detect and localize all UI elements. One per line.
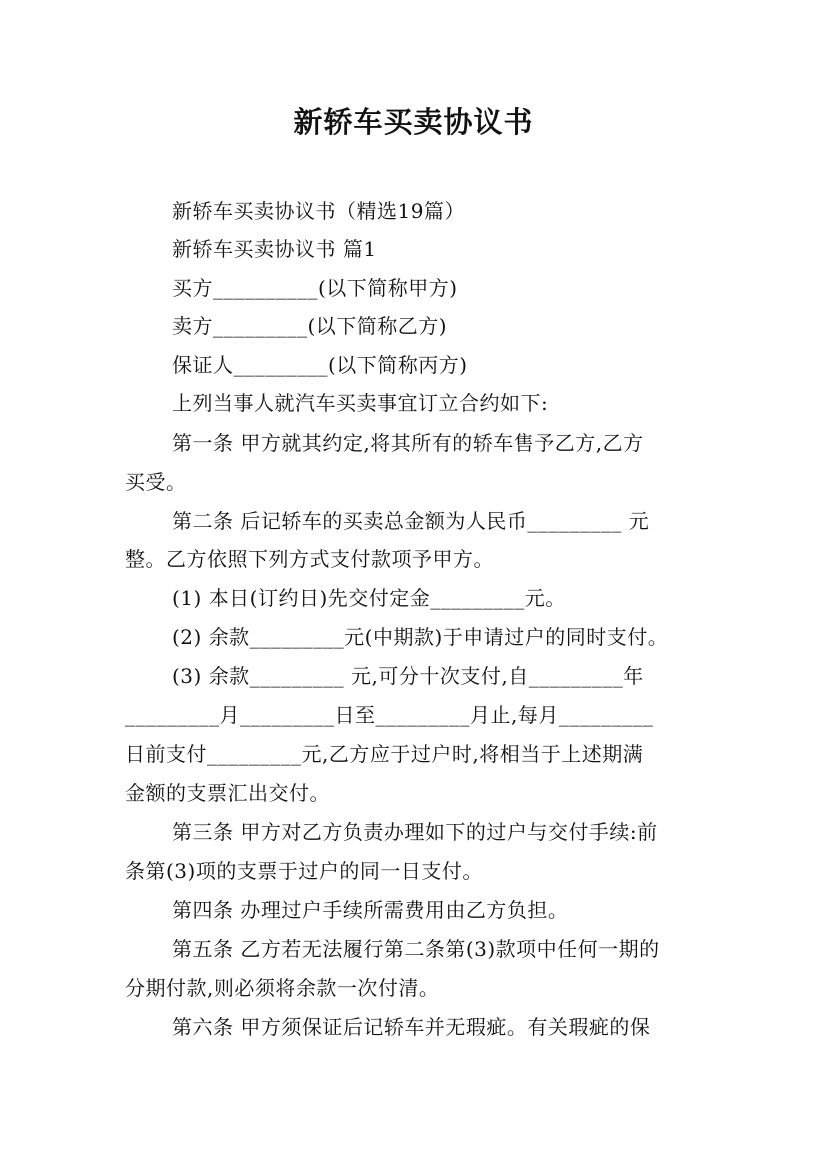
article-5-line-2: 分期付款,则必须将余款一次付清。 (125, 976, 440, 1000)
article-5-line-1: 第五条 乙方若无法履行第二条第(3)款项中任何一期的 (172, 937, 660, 961)
payment-item-2: (2) 余款_________元(中期款)于申请过户的同时支付。 (172, 625, 669, 649)
buyer-line: 买方__________(以下简称甲方) (172, 276, 458, 300)
section-heading: 新轿车买卖协议书 篇1 (172, 237, 377, 261)
article-2-line-2: 整。乙方依照下列方式支付款项予甲方。 (125, 547, 494, 571)
article-4-line: 第四条 办理过户手续所需费用由乙方负担。 (172, 898, 569, 922)
article-1-line-2: 买受。 (125, 470, 187, 494)
intro-paragraph: 上列当事人就汽车买卖事宜订立合约如下: (172, 391, 549, 415)
payment-item-1: (1) 本日(订约日)先交付定金_________元。 (172, 586, 566, 610)
article-3-line-2: 条第(3)项的支票于过户的同一日支付。 (125, 859, 483, 883)
article-2-line-1: 第二条 后记轿车的买卖总金额为人民币_________ 元 (172, 509, 650, 533)
subtitle-line: 新轿车买卖协议书（精选19篇） (172, 199, 465, 223)
payment-item-3-line-4: 金额的支票汇出交付。 (125, 781, 330, 805)
article-1-line-1: 第一条 甲方就其约定,将其所有的轿车售予乙方,乙方 (172, 431, 644, 455)
document-title: 新轿车买卖协议书 (293, 105, 534, 139)
payment-item-3-line-2: _________月_________日至_________月止,每月_________ (125, 703, 654, 727)
guarantor-line: 保证人_________(以下简称丙方) (172, 353, 468, 377)
payment-item-3-line-3: 日前支付_________元,乙方应于过户时,将相当于上述期满 (125, 742, 644, 766)
article-6-line-1: 第六条 甲方须保证后记轿车并无瑕疵。有关瑕疵的保 (172, 1015, 651, 1039)
article-3-line-1: 第三条 甲方对乙方负责办理如下的过户与交付手续:前 (172, 820, 658, 844)
seller-line: 卖方_________(以下简称乙方) (172, 314, 448, 338)
payment-item-3-line-1: (3) 余款_________ 元,可分十次支付,自_________年 (172, 664, 644, 688)
